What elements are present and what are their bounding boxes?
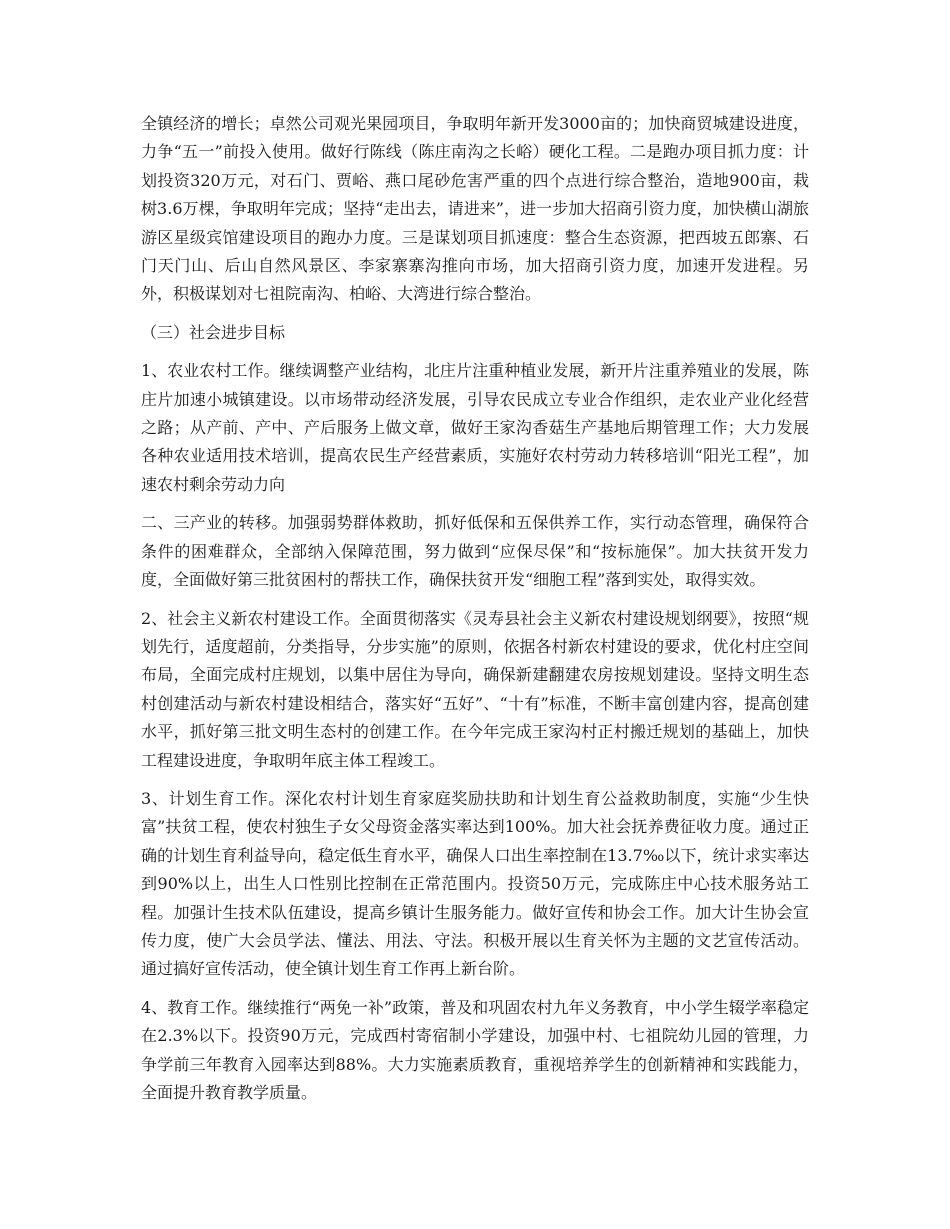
- paragraph-education: 4、教育工作。继续推行“两免一补”政策，普及和巩固农村九年义务教育，中小学生辍学率稳定在2.3%以下。投资90万元，完成西村寄宿制小学建设，加强中村、七祖院幼儿园的管理，力争学前三年教育入园率达到88%。大力实施素质教育，重视培养学生的创新精神和实践能力，全面提升教育教学质量。: [141, 997, 809, 1102]
- paragraph-agriculture: 1、农业农村工作。继续调整产业结构，北庄片注重种植业发展，新开片注重养殖业的发展，陈庄片加速小城镇建设。以市场带动经济发展，引导农民成立专业合作组织，走农业产业化经营之路；从产前、产中、产后服务上做文章，做好王家沟香菇生产基地后期管理工作；大力发展各种农业适用技术培训，提高农民生产经营素质，实施好农村劳动力转移培训“阳光工程”，加速农村剩余劳动力向: [141, 361, 809, 494]
- document-body: [141, 110, 809, 1117]
- section-heading-social-progress: （三）社会进步目标: [141, 322, 286, 342]
- paragraph-family-planning: 3、计划生育工作。深化农村计划生育家庭奖励扶助和计划生育公益救助制度，实施“少生快富”扶贫工程，使农村独生子女父母资金落实率达到100%。加大社会抚养费征收力度。通过正确的计划生育利益导向，稳定低生育水平，确保人口出生率控制在13.7‰以下，统计求实率达到90%以上，出生人口性别比控制在正常范围内。投资50万元，完成陈庄中心技术服务站工程。加强计生技术队伍建设，提高乡镇计生服务能力。做好宣传和协会工作。加大计生协会宣传力度，使广大会员学法、懂法、用法、守法。积极开展以生育关怀为主题的文艺宣传活动。通过搞好宣传活动，使全镇计划生育工作再上新台阶。: [141, 788, 809, 979]
- paragraph-industry-transfer: 二、三产业的转移。加强弱势群体救助，抓好低保和五保供养工作，实行动态管理，确保符合条件的困难群众，全部纳入保障范围，努力做到“应保尽保”和“按标施保”。加大扶贫开发力度，全面做好第三批贫困村的帮扶工作，确保扶贫开发“细胞工程”落到实处，取得实效。: [141, 513, 809, 590]
- paragraph-new-countryside: 2、社会主义新农村建设工作。全面贯彻落实《灵寿县社会主义新农村建设规划纲要》，按照“规划先行，适度超前，分类指导，分步实施”的原则，依据各村新农村建设的要求，优化村庄空间布局，全面完成村庄规划，以集中居住为导向，确保新建翻建农房按规划建设。坚持文明生态村创建活动与新农村建设相结合，落实好“五好”、“十有”标准，不断丰富创建内容，提高创建水平，抓好第三批文明生态村的创建工作。在今年完成王家沟村正村搬迁规划的基础上，加快工程建设进度，争取明年底主体工程竣工。: [141, 608, 809, 770]
- paragraph-economy-projects: 全镇经济的增长；卓然公司观光果园项目，争取明年新开发3000亩的；加快商贸城建设进度，力争“五一”前投入使用。做好行陈线（陈庄南沟之长峪）硬化工程。二是跑办项目抓力度：计划投资320万元，对石门、贾峪、燕口尾砂危害严重的四个点进行综合整治，造地900亩，栽树3.6万棵，争取明年完成；坚持“走出去，请进来”，进一步加大招商引资力度，加快横山湖旅游区星级宾馆建设项目的跑办力度。三是谋划项目抓速度：整合生态资源，把西坡五郎寨、石门天门山、后山自然风景区、李家寨寨沟推向市场，加大招商引资力度，加速开发进程。另外，积极谋划对七祖院南沟、柏峪、大湾进行综合整治。: [141, 114, 809, 304]
